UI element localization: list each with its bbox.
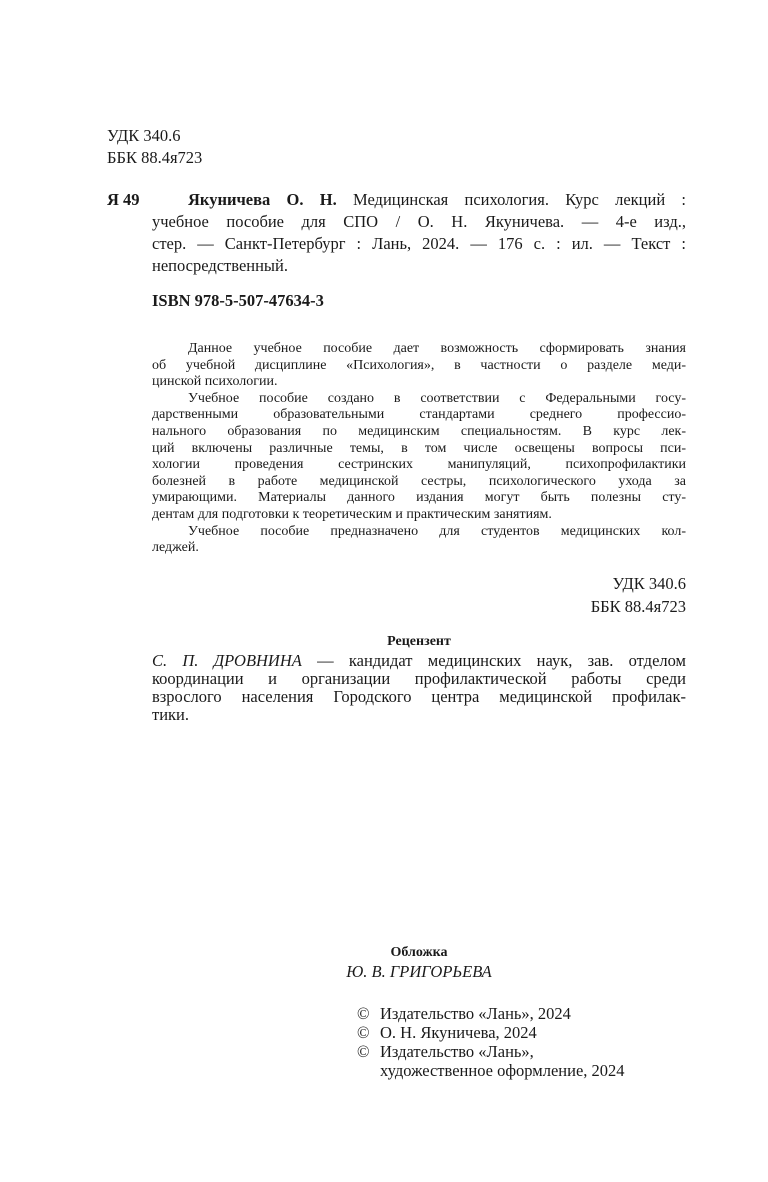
reviewer-text: — кандидат медицинских наук, зав. отделом: [317, 651, 686, 670]
cover-heading: Обложка: [390, 945, 448, 960]
copyright-symbol: ©: [357, 1042, 370, 1061]
cover-designer: Ю. В. ГРИГОРЬЕВА: [346, 962, 492, 981]
author-code: Я 49: [107, 190, 140, 209]
abstract-line: дарственными образовательными стандартами среднего профессио-: [152, 407, 686, 423]
abstract-line: умирающими. Материалы данного издания могут быть полезны сту-: [152, 490, 686, 506]
abstract-line: ций включены различные темы, в том числе освещены вопросы пси-: [152, 440, 686, 456]
reviewer-line: взрослого населения Городского центра медицинской профилак-: [152, 687, 686, 706]
abstract-line: об учебной дисциплине «Психология», в частности о разделе меди-: [152, 357, 686, 373]
copyright-symbol: ©: [357, 1023, 370, 1042]
biblio-line: учебное пособие для СПО / О. Н. Якуничева. — 4-е изд.,: [152, 212, 686, 231]
copyright-line: Издательство «Лань»,: [380, 1042, 534, 1061]
isbn: ISBN 978-5-507-47634-3: [152, 291, 324, 310]
reviewer-heading: Рецензент: [387, 634, 451, 649]
reviewer-line-1: [152, 651, 686, 671]
copyright-line: Издательство «Лань», 2024: [380, 1004, 571, 1023]
bbk-bottom: ББК 88.4я723: [590, 597, 686, 616]
abstract-line: болезней в работе медицинской сестры, психологического ухода за: [152, 473, 686, 489]
biblio-line: непосредственный.: [152, 256, 288, 275]
reviewer-name: С. П. ДРОВНИНА: [152, 651, 302, 670]
title: Медицинская психология. Курс лекций :: [352, 190, 687, 209]
abstract-line: леджей.: [152, 540, 199, 556]
abstract-line: хологии проведения сестринских манипуляций, психопрофилактики: [152, 457, 686, 473]
reviewer-line: координации и организации профилактической работы среди: [152, 669, 686, 688]
copyright-line: художественное оформление, 2024: [380, 1061, 625, 1080]
abstract-line: цинской психологии.: [152, 374, 278, 390]
biblio-line-1: [188, 190, 686, 210]
udk-bottom: УДК 340.6: [612, 574, 686, 593]
bbk-top: ББК 88.4я723: [107, 148, 203, 167]
abstract-line: Учебное пособие предназначено для студентов медицинских кол-: [188, 523, 686, 539]
abstract-line: Данное учебное пособие дает возможность сформировать знания: [188, 341, 686, 356]
copyright-line: О. Н. Якуничева, 2024: [380, 1023, 537, 1042]
copyright-symbol: ©: [357, 1004, 370, 1023]
reviewer-line: тики.: [152, 705, 190, 724]
abstract-line: нального образования по медицинским специальностям. В курс лек-: [152, 424, 686, 439]
abstract-line: Учебное пособие создано в соответствии с Федеральными госу-: [188, 390, 686, 406]
abstract-line: дентам для подготовки к теоретическим и практическим занятиям.: [152, 507, 552, 522]
biblio-line: стер. — Санкт-Петербург : Лань, 2024. — 176 с. : ил. — Текст :: [152, 234, 686, 253]
udk-top: УДК 340.6: [107, 126, 181, 145]
author-name: Якуничева О. Н.: [188, 190, 337, 209]
